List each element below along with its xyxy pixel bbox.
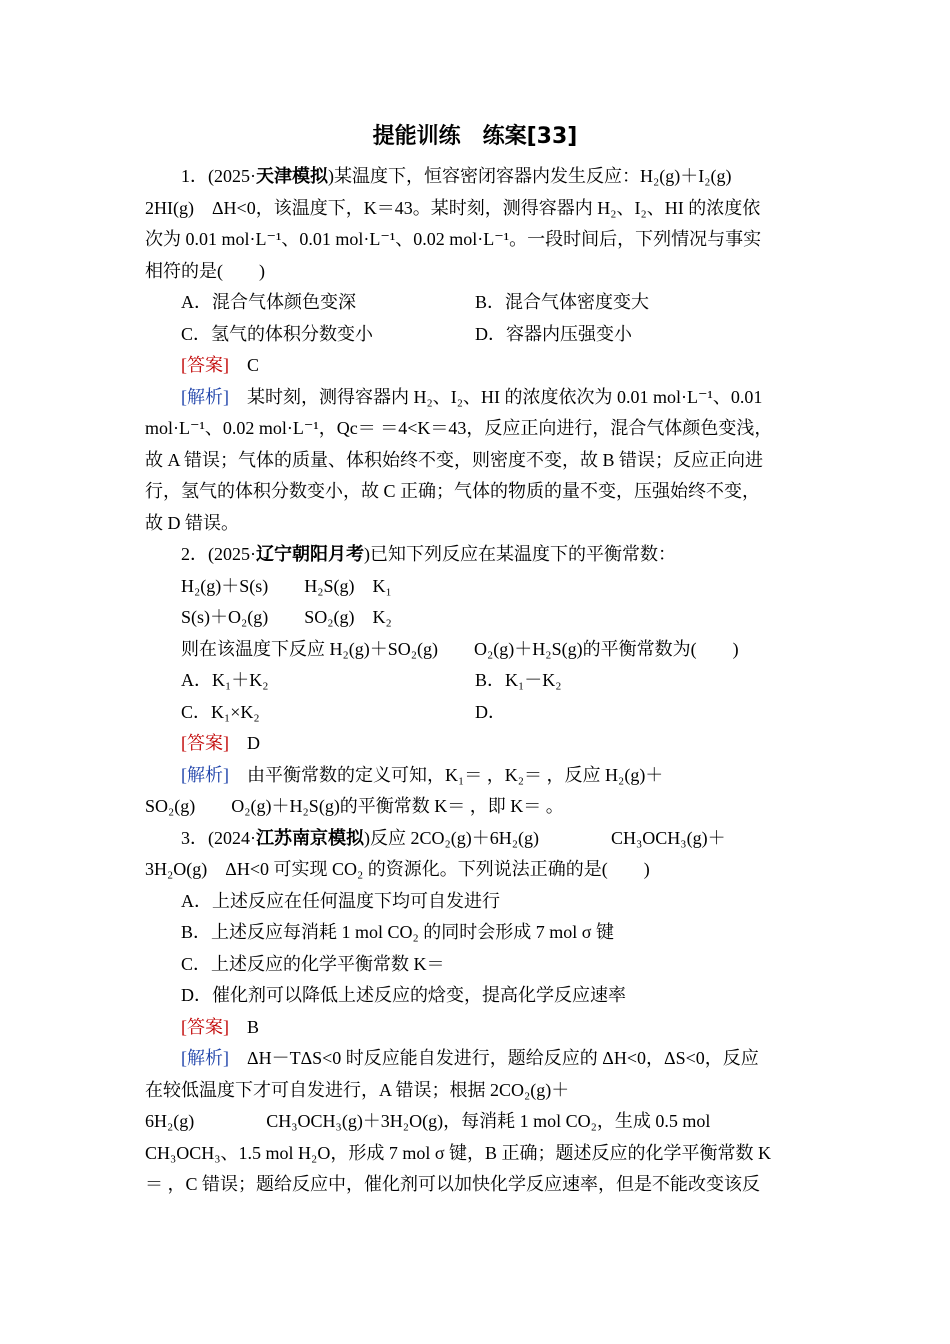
q2-analysis-line-1: [解析] 由平衡常数的定义可知，K₁＝ ，K₂＝ ，反应 H₂(g)＋	[181, 764, 664, 785]
q1-answer-value: C	[247, 355, 260, 375]
q2-reaction-2: S(s)＋O₂(g) SO₂(g) K₂	[181, 607, 392, 627]
q2-stem-line-1: 2．(2025·辽宁朝阳月考)已知下列反应在某温度下的平衡常数：	[181, 544, 676, 564]
q1-option-d: D．容器内压强变小	[475, 323, 632, 344]
q3-analysis-line-1: [解析] ΔH－TΔS<0 时反应能自发进行，题给反应的 ΔH<0，ΔS<0，反应	[181, 1048, 759, 1068]
q1-analysis-line-2: mol·L⁻¹、0.02 mol·L⁻¹，Qc＝ ＝4<K＝43，反应正向进行，混合气体颜色变浅，	[145, 418, 773, 438]
q2-option-d: D．	[475, 701, 506, 722]
q3-option-a: A．上述反应在任何温度下均可自发进行	[181, 890, 500, 911]
q3-analysis-line-5: ＝ ，C 错误；题给反应中，催化剂可以加快化学反应速率，但是不能改变该反	[145, 1174, 761, 1194]
q2-option-b: B．K₁－K₂	[475, 670, 562, 690]
q2-analysis-line-2: SO₂(g) O₂(g)＋H₂S(g)的平衡常数 K＝ ，即 K＝ 。	[145, 796, 564, 816]
q1-source: 天津模拟	[256, 166, 328, 186]
q3-analysis-line-2: 在较低温度下才可自发进行，A 错误；根据 2CO₂(g)＋	[145, 1079, 570, 1100]
q2-options-row-1	[145, 665, 805, 697]
page-title: 提能训练 练案[33]	[372, 124, 578, 149]
q1-option-c: C．氢气的体积分数变小	[181, 323, 374, 344]
document-body	[145, 161, 805, 1201]
answer-tag: [答案]	[181, 355, 229, 375]
q3-stem-line-2: 3H₂O(g) ΔH<0 可实现 CO₂ 的资源化。下列说法正确的是( )	[145, 859, 650, 879]
q2-options-row-2	[145, 697, 805, 729]
q1-analysis-line-5: 故 D 错误。	[145, 512, 239, 533]
q2-answer	[145, 728, 805, 760]
q1-answer	[145, 350, 805, 382]
q1-stem-line-4: 相符的是( )	[145, 260, 265, 281]
answer-tag: [答案]	[181, 1016, 229, 1037]
q1-analysis-line-3: 故 A 错误；气体的质量、体积始终不变，则密度不变，故 B 错误；反应正向进	[145, 449, 764, 470]
q2-stem-line-4: 则在该温度下反应 H₂(g)＋SO₂(g) O₂(g)＋H₂S(g)的平衡常数为( )	[181, 638, 739, 659]
analysis-tag: [解析]	[181, 386, 229, 407]
answer-tag: [答案]	[181, 733, 229, 753]
q3-option-d: D．催化剂可以降低上述反应的焓变，提高化学反应速率	[181, 985, 626, 1005]
q1-stem-line-1: 1．(2025·天津模拟)某温度下，恒容密闭容器内发生反应：H₂(g)＋I₂(g)	[181, 166, 732, 186]
q2-answer-value: D	[247, 733, 260, 753]
q1-analysis-line-4: 行，氢气的体积分数变小，故 C 正确；气体的物质的量不变，压强始终不变，	[145, 481, 761, 501]
q1-stem-line-3: 次为 0.01 mol·L⁻¹、0.01 mol·L⁻¹、0.02 mol·L⁻¹。一段时间后，下列情况与事实	[145, 229, 762, 249]
q3-option-c: C．上述反应的化学平衡常数 K＝	[181, 953, 445, 974]
q1-option-b: B．混合气体密度变大	[475, 292, 650, 312]
q1-analysis-line-1: [解析] 某时刻，测得容器内 H₂、I₂、HI 的浓度依次为 0.01 mol·L⁻¹、0.01	[181, 386, 763, 407]
q3-option-b: B．上述反应每消耗 1 mol CO₂ 的同时会形成 7 mol σ 键	[181, 922, 614, 942]
q2-option-c: C．K₁×K₂	[181, 701, 260, 722]
q2-reaction-1: H₂(g)＋S(s) H₂S(g) K₁	[181, 575, 392, 596]
analysis-tag: [解析]	[181, 764, 229, 785]
q3-source: 江苏南京模拟	[256, 827, 364, 848]
q1-options-row-2	[145, 319, 805, 351]
q2-option-a: A．K₁＋K₂	[181, 670, 269, 690]
q3-answer-value: B	[247, 1016, 260, 1037]
q1-options-row-1	[145, 287, 805, 319]
q1-option-a: A．混合气体颜色变深	[181, 292, 356, 312]
q3-stem-line-1: 3．(2024·江苏南京模拟)反应 2CO₂(g)＋6H₂(g) CH₃OCH₃(g)＋	[181, 827, 726, 848]
q3-answer	[145, 1012, 805, 1044]
q3-analysis-line-4: CH₃OCH₃、1.5 mol H₂O，形成 7 mol σ 键，B 正确；题述反应的化学平衡常数 K	[145, 1142, 772, 1163]
q2-source: 辽宁朝阳月考	[256, 544, 364, 564]
q3-analysis-line-3: 6H₂(g) CH₃OCH₃(g)＋3H₂O(g)，每消耗 1 mol CO₂，生成 0.5 mol	[145, 1111, 711, 1131]
analysis-tag: [解析]	[181, 1048, 229, 1068]
q1-stem-line-2: 2HI(g) ΔH<0，该温度下，K＝43。某时刻，测得容器内 H₂、I₂、HI 的浓度依	[145, 197, 761, 218]
